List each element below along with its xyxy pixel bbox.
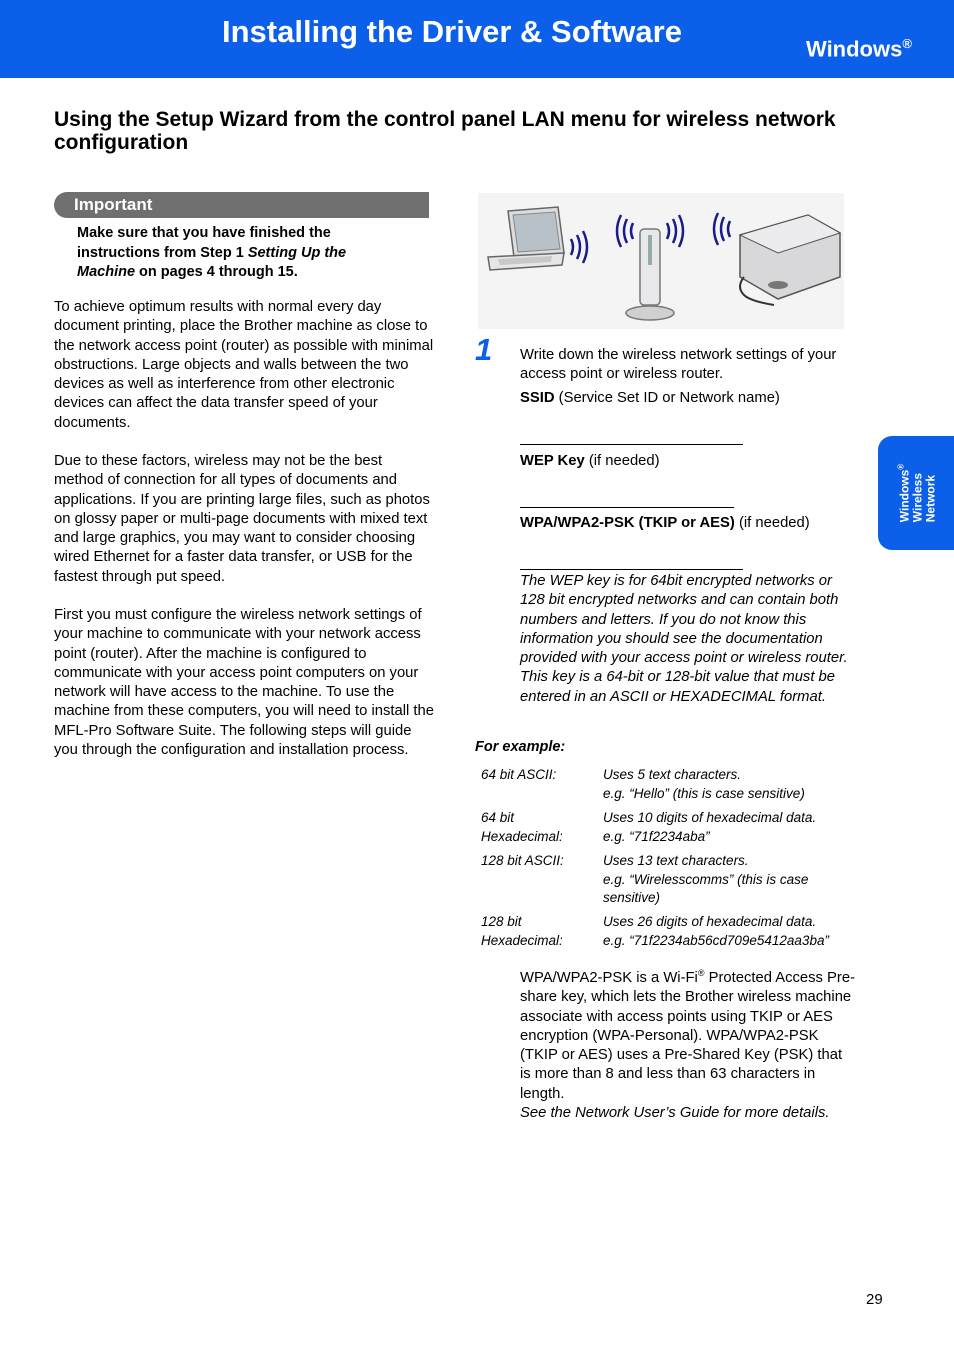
wpa-field-label <box>520 514 855 533</box>
wep-note: The WEP key is for 64bit encrypted networks or 128 bit encrypted networks and can contain both numbers and letters. If you do not know this information you should see the documentation provided with your access point or wireless router. This key is a 64-bit or 128-bit value that must be entered in an ASCII or HEXADECIMAL format. <box>520 573 848 705</box>
wep-label: WEP Key <box>520 453 585 469</box>
example-desc: Uses 13 text characters. e.g. “Wirelesscomms” (this is case sensitive) <box>603 853 809 905</box>
wep-blank-line <box>520 507 734 508</box>
side-tab-line1: Windows <box>897 469 912 523</box>
paragraph-configure: First you must configure the wireless network settings of your machine to communicate with your network access point (router). After the machine is configured to communicate with your access point computers on your network will have access to the machine. To use the machine from these computers, you will need to install the MFL-Pro Software Suite. The following steps will guide you through the configuration and installation process. <box>54 607 434 759</box>
wpa-note-text-2: Protected Access Pre-share key, which lets the Brother wireless machine associate with access points using TKIP or AES encryption (WPA-Personal). WPA/WPA2-PSK (TKIP or AES) uses a Pre-Shared Key (PSK) that is more than 8 and less than 63 characters in length. <box>520 969 855 1102</box>
wep-field-label <box>520 452 855 471</box>
example-type: 128 bit ASCII: <box>481 853 564 868</box>
important-text-italic: Setting Up the Machine <box>77 244 347 280</box>
example-type: 64 bit Hexadecimal: <box>481 810 563 844</box>
windows-label-text: Windows <box>806 36 903 62</box>
important-label: Important <box>74 195 153 214</box>
header-windows-label <box>806 36 912 62</box>
side-tab-line2: Wireless <box>910 472 925 523</box>
wpa-label: WPA/WPA2-PSK (TKIP or AES) <box>520 515 735 531</box>
paragraph-factors: Due to these factors, wireless may not be the best method of connection for all types of documents and applications. If you are printing large files, such as photos on glossy paper or multi-page documents with mixed text and large graphics, you may want to consider choosing wired Ethernet for a faster data transfer, or USB for the fastest through put speed. <box>54 453 430 585</box>
step-number: 1 <box>475 332 493 367</box>
header-title: Installing the Driver & Software <box>222 14 682 49</box>
important-text-1: Make sure that you have finished the instructions from Step 1 <box>77 225 331 261</box>
page-header <box>0 0 954 78</box>
side-tab-text <box>895 464 938 522</box>
wpa-note <box>520 964 855 1123</box>
example-desc: Uses 26 digits of hexadecimal data. e.g. “71f2234ab56cd709e5412aa3ba” <box>603 914 829 948</box>
example-desc: Uses 5 text characters. e.g. “Hello” (this is case sensitive) <box>603 767 805 801</box>
example-type: 128 bit Hexadecimal: <box>481 914 563 948</box>
registered-mark: ® <box>902 36 912 51</box>
page-number: 29 <box>866 1291 883 1308</box>
wpa-desc: (if needed) <box>734 515 810 531</box>
step-intro: Write down the wireless network settings of your access point or wireless router. <box>520 347 837 383</box>
example-desc: Uses 10 digits of hexadecimal data. e.g. “71f2234aba” <box>603 810 817 844</box>
important-text-2: on pages 4 through 15. <box>135 264 298 280</box>
wep-desc: (if needed) <box>584 453 660 469</box>
side-tab-line3: Network <box>923 474 938 523</box>
wpa-note-text-1: WPA/WPA2-PSK is a Wi-Fi <box>520 969 698 986</box>
wifi-registered-mark: ® <box>697 968 705 978</box>
wireless-network-illustration <box>478 193 844 329</box>
side-tab-windows-wireless-network <box>878 436 954 550</box>
ssid-field-label <box>520 389 855 408</box>
ssid-desc: (Service Set ID or Network name) <box>554 390 780 406</box>
for-example-heading: For example: <box>475 739 566 755</box>
section-title: Using the Setup Wizard from the control panel LAN menu for wireless network configuration <box>54 108 836 154</box>
important-text <box>77 224 407 283</box>
ssid-blank-line <box>520 444 743 445</box>
example-type: 64 bit ASCII: <box>481 767 557 782</box>
important-bar <box>54 192 429 218</box>
paragraph-placement: To achieve optimum results with normal every day document printing, place the Brother machine as close to the network access point (router) as possible with minimal obstructions. Large objects and walls between the two devices as well as interference from other electronic devices can affect the data transfer speed of your documents. <box>54 299 434 431</box>
wpa-blank-line <box>520 569 743 570</box>
ssid-label: SSID <box>520 390 555 406</box>
side-tab-registered-mark: ® <box>896 463 906 470</box>
wpa-note-see-also: See the Network User’s Guide for more details. <box>520 1105 830 1121</box>
